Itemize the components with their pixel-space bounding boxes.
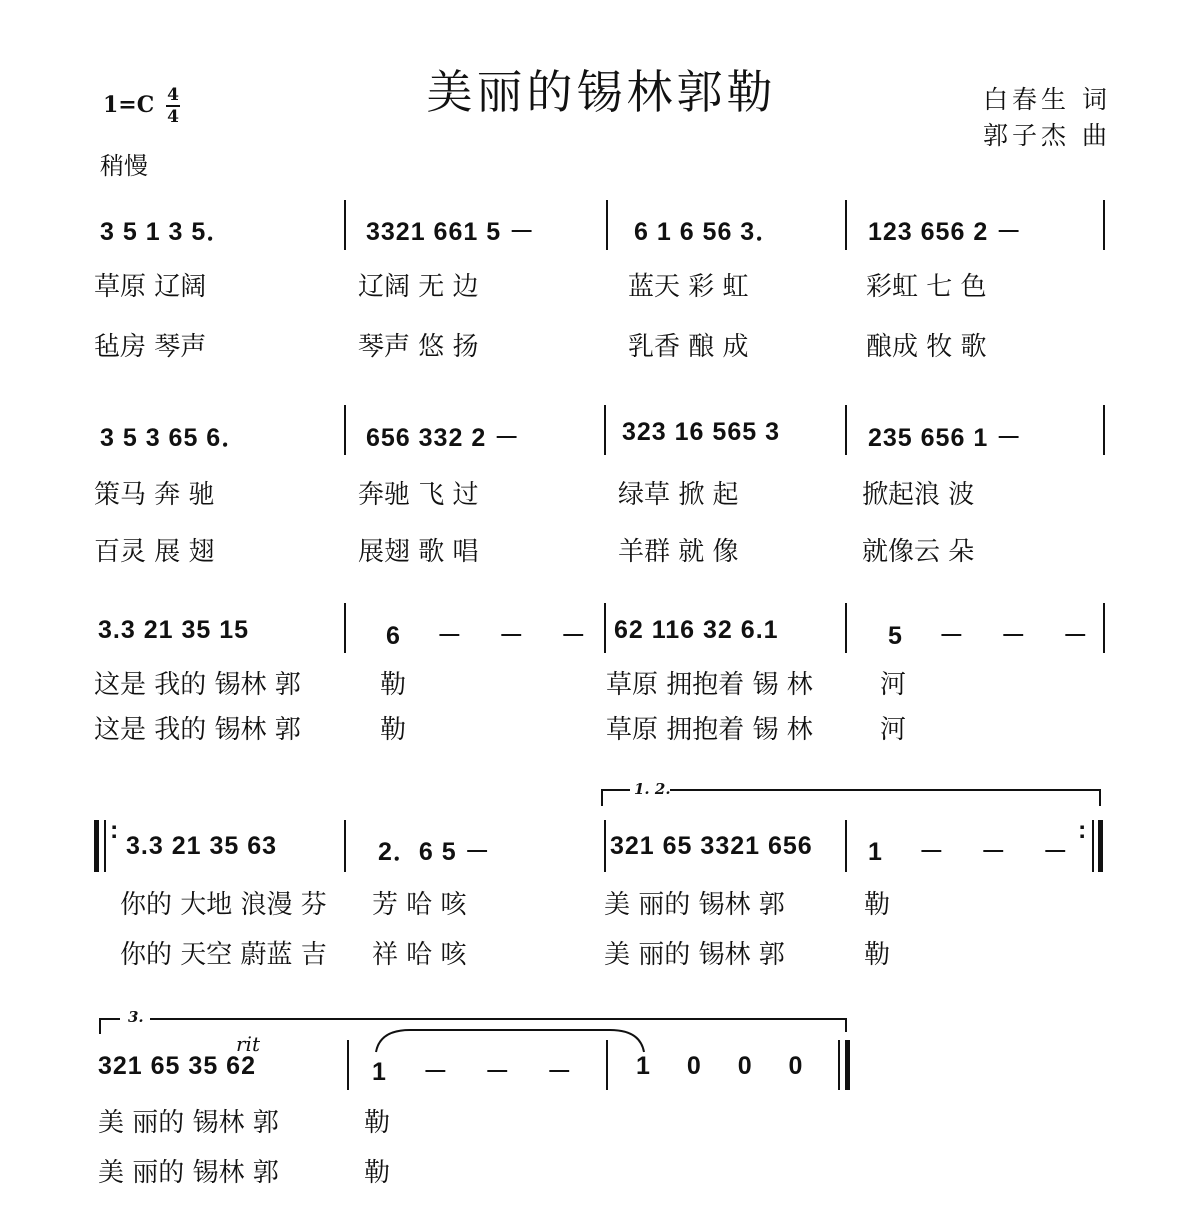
lyric-verse-2: 勒 bbox=[864, 940, 891, 970]
lyric-verse-2: 就像云 朵 bbox=[862, 537, 975, 567]
repeat-start-barline bbox=[104, 820, 106, 872]
barline bbox=[606, 1040, 608, 1090]
measure-notes: 3 5 3 65 6． bbox=[100, 424, 248, 452]
lyric-verse-1: 绿草 掀 起 bbox=[618, 480, 739, 510]
barline bbox=[606, 200, 608, 250]
barline bbox=[347, 1040, 349, 1090]
measure-notes: 5 － － － bbox=[888, 622, 1089, 650]
volta-label: 3. bbox=[128, 1008, 144, 1026]
lyric-verse-2: 美 丽的 锡林 郭 bbox=[98, 1158, 279, 1188]
lyric-verse-2: 酿成 牧 歌 bbox=[866, 332, 987, 362]
lyric-verse-1: 策马 奔 驰 bbox=[94, 480, 215, 510]
lyric-verse-1: 草原 拥抱着 锡 林 bbox=[606, 670, 813, 700]
measure-notes: 3.3 21 35 63 bbox=[126, 832, 278, 860]
lyric-verse-2: 羊群 就 像 bbox=[618, 537, 739, 567]
barline bbox=[344, 603, 346, 653]
lyric-verse-1: 勒 bbox=[380, 670, 407, 700]
volta-bracket bbox=[600, 784, 1105, 808]
repeat-dots: : bbox=[110, 816, 120, 844]
lyric-verse-2: 这是 我的 锡林 郭 bbox=[94, 715, 301, 745]
lyric-verse-1: 美 丽的 锡林 郭 bbox=[604, 890, 785, 920]
barline bbox=[845, 603, 847, 653]
lyric-verse-2: 毡房 琴声 bbox=[94, 332, 207, 362]
lyric-verse-1: 彩虹 七 色 bbox=[866, 272, 987, 302]
volta-label: 1. 2. bbox=[634, 780, 671, 798]
measure-notes: 323 16 565 3 bbox=[622, 418, 780, 446]
final-barline bbox=[838, 1040, 840, 1090]
lyric-verse-1: 草原 辽阔 bbox=[94, 272, 207, 302]
song-title: 美丽的锡林郭勒 bbox=[426, 65, 777, 119]
repeat-start-barline bbox=[94, 820, 99, 872]
final-barline bbox=[845, 1040, 850, 1090]
key-signature: 1=C bbox=[103, 92, 155, 118]
barline bbox=[344, 820, 346, 872]
composer-credit: 郭子杰 曲 bbox=[983, 121, 1111, 150]
measure-notes: 1 － － － bbox=[868, 838, 1069, 866]
lyric-verse-1: 蓝天 彩 虹 bbox=[628, 272, 749, 302]
barline bbox=[604, 405, 606, 455]
lyricist-credit: 白春生 词 bbox=[983, 85, 1111, 114]
measure-notes: 1 0 0 0 bbox=[636, 1052, 804, 1080]
barline bbox=[344, 200, 346, 250]
measure-notes: 321 65 3321 656 bbox=[610, 832, 813, 860]
barline bbox=[604, 820, 606, 872]
time-signature-bottom: 4 bbox=[167, 107, 179, 127]
measure-notes: 321 65 35 62 bbox=[98, 1052, 256, 1080]
lyric-verse-2: 勒 bbox=[364, 1158, 391, 1188]
lyric-verse-1: 美 丽的 锡林 郭 bbox=[98, 1108, 279, 1138]
barline bbox=[845, 820, 847, 872]
lyric-verse-2: 展翅 歌 唱 bbox=[358, 537, 479, 567]
repeat-end-barline bbox=[1098, 820, 1103, 872]
lyric-verse-1: 勒 bbox=[864, 890, 891, 920]
lyric-verse-1: 芳 哈 咳 bbox=[372, 890, 467, 920]
barline bbox=[1103, 603, 1105, 653]
lyric-verse-2: 河 bbox=[880, 715, 907, 745]
measure-notes: 3 5 1 3 5． bbox=[100, 218, 233, 246]
time-signature-top: 4 bbox=[167, 85, 179, 105]
time-signature bbox=[166, 86, 180, 126]
lyric-verse-2: 琴声 悠 扬 bbox=[358, 332, 479, 362]
barline bbox=[344, 405, 346, 455]
lyric-verse-1: 勒 bbox=[364, 1108, 391, 1138]
lyric-verse-2: 祥 哈 咳 bbox=[372, 940, 467, 970]
lyric-verse-2: 勒 bbox=[380, 715, 407, 745]
measure-notes: 3321 661 5 － bbox=[366, 218, 536, 246]
lyric-verse-1: 你的 大地 浪漫 芬 bbox=[120, 890, 327, 920]
lyric-verse-1: 辽阔 无 边 bbox=[358, 272, 479, 302]
barline bbox=[1103, 405, 1105, 455]
lyric-verse-1: 奔驰 飞 过 bbox=[358, 480, 479, 510]
barline bbox=[604, 603, 606, 653]
lyric-verse-1: 掀起浪 波 bbox=[862, 480, 975, 510]
lyric-verse-2: 美 丽的 锡林 郭 bbox=[604, 940, 785, 970]
repeat-end-barline bbox=[1092, 820, 1094, 872]
ritardando-marking: rit bbox=[236, 1032, 260, 1056]
barline bbox=[845, 405, 847, 455]
lyric-verse-1: 河 bbox=[880, 670, 907, 700]
lyric-verse-2: 乳香 酿 成 bbox=[628, 332, 749, 362]
lyric-verse-2: 你的 天空 蔚蓝 吉 bbox=[120, 940, 327, 970]
measure-notes: 6 1 6 56 3． bbox=[634, 218, 782, 246]
lyric-verse-2: 百灵 展 翅 bbox=[94, 537, 215, 567]
lyric-verse-2: 草原 拥抱着 锡 林 bbox=[606, 715, 813, 745]
lyric-verse-1: 这是 我的 锡林 郭 bbox=[94, 670, 301, 700]
tempo-marking: 稍慢 bbox=[100, 152, 148, 180]
barline bbox=[845, 200, 847, 250]
measure-notes: 1 － － － bbox=[372, 1058, 573, 1086]
measure-notes: 2．6 5 － bbox=[378, 838, 491, 866]
measure-notes: 656 332 2 － bbox=[366, 424, 521, 452]
measure-notes: 235 656 1 － bbox=[868, 424, 1023, 452]
measure-notes: 123 656 2 － bbox=[868, 218, 1023, 246]
repeat-dots: : bbox=[1078, 816, 1088, 844]
barline bbox=[1103, 200, 1105, 250]
measure-notes: 3.3 21 35 15 bbox=[98, 616, 250, 644]
measure-notes: 6 － － － bbox=[386, 622, 587, 650]
measure-notes: 62 116 32 6.1 bbox=[614, 616, 779, 644]
